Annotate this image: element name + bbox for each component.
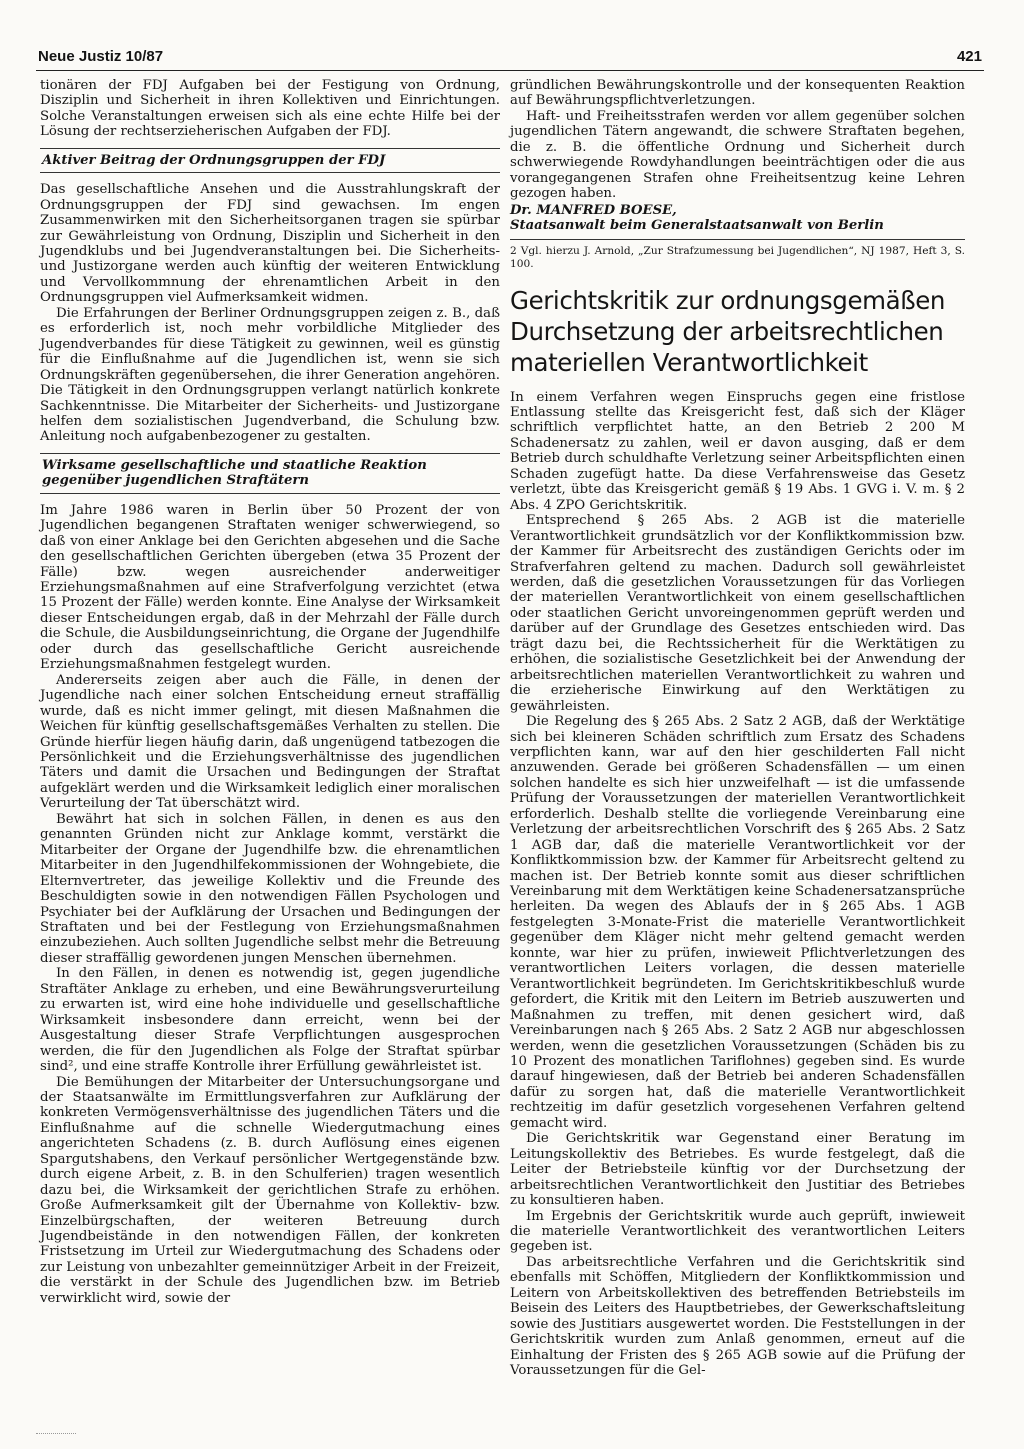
paragraph: Die Regelung des § 265 Abs. 2 Satz 2 AGB, daß der Werktätige sich bei kleineren Schäden schriftlich zum Ersatz des Schadens verpflichten kann, war auf den hier geschilderten Fall nicht anzuwenden. Gerade bei größeren Schadensfällen — um einen solchen handelte es sich hier unzweifelhaft — ist die umfassende Prüfung der Voraussetzungen der materiellen Verantwortlichkeit erforderlich. Deshalb stellte die vorliegende Vereinbarung eine Verletzung der arbeitsrechtlichen Vorschrift des § 265 Abs. 2 Satz 1 AGB dar, daß die materielle Verantwortlichkeit vor der Konfliktkommission bzw. der Kammer für Arbeitsrecht geltend zu machen ist. Der Betrieb konnte somit aus dieser schriftlichen Vereinbarung mit dem Werktätigen keine Schadenersatzansprüche herleiten. Da wegen des Ablaufs der in § 265 Abs. 1 AGB festgelegten 3-Monate-Frist die materielle Verantwortlichkeit gegenüber dem Kläger nicht mehr geltend gemacht werden konnte, war hier zu prüfen, inwieweit Pflichtverletzungen des verantwortlichen Leiters vorlagen, die dessen materielle Verantwortlichkeit begründeten. Im Gerichtskritikbeschluß wurde gefordert, die Kritik mit den Leitern im Betrieb auszuwerten und Maßnahmen zu treffen, mit denen gesichert wird, daß Vereinbarungen nach § 265 Abs. 2 Satz 2 AGB nur abgeschlossen werden, wenn die gesetzlichen Voraussetzungen (Schäden bis zu 10 Prozent des monatlichen Tariflohnes) gegeben sind. Es wurde darauf hingewiesen, daß der Betrieb bei anderen Schadensfällen dafür zu sorgen hat, daß die materielle Verantwortlichkeit rechtzeitig im dafür gesetzlich vorgesehenen Verfahren geltend gemacht wird. <box>510 714 965 1131</box>
paragraph: In den Fällen, in denen es notwendig ist, gegen jugendliche Straftäter Anklage zu erheben, und eine Bewährungsverurteilung zu erwarten ist, wird eine hohe individuelle und gesellschaftliche Wirksamkeit insbesondere dann erreicht, wenn bei der Ausgestaltung dieser Strafe Verpflichtungen ausgesprochen werden, die für den Jugendlichen als Folge der Straftat spürbar sind², und eine straffe Kontrolle ihrer Erfüllung gewährleistet ist. <box>40 966 500 1075</box>
paragraph: Im Ergebnis der Gerichtskritik wurde auch geprüft, inwieweit die materielle Verantwortlichkeit des verantwortlichen Leiters gegeben ist. <box>510 1208 965 1255</box>
paragraph: Die Erfahrungen der Berliner Ordnungsgruppen zeigen z. B., daß es erforderlich ist, noch mehr vorbildliche Mitglieder des Jugendverbandes für diese Tätigkeit zu gewinnen, weil es günstig für die Einflußnahme auf die Jugendlichen ist, wenn sie sich Ordnungskräften gegenübersehen, die ihrer Generation angehören. Die Tätigkeit in den Ordnungsgruppen verlangt natürlich konkrete Sachkenntnisse. Die Mitarbeiter der Sicherheits- und Justizorgane helfen dem sozialistischen Jugendverband, die Schulung bzw. Anleitung noch aufgabenbezogener zu gestalten. <box>40 305 500 445</box>
page-edge-mark <box>36 1430 76 1434</box>
paragraph: Das gesellschaftliche Ansehen und die Ausstrahlungskraft der Ordnungsgruppen der FDJ sind gewachsen. Im engen Zusammenwirken mit den Sicherheitsorganen tragen sie spürbar zur Gewährleistung von Ordnung, Disziplin und Sicherheit in den Jugendklubs und bei Jugendveranstaltungen bei. Die Sicherheits- und Justizorgane werden auch künftig der weiteren Entwicklung und Vervollkommnung der ehrenamtlichen Arbeit in den Ordnungsgruppen viel Aufmerksamkeit widmen. <box>40 182 500 306</box>
section-heading: Aktiver Beitrag der Ordnungsgruppen der FDJ <box>40 148 500 173</box>
author-name: Dr. MANFRED BOESE, <box>510 202 677 218</box>
paragraph: Entsprechend § 265 Abs. 2 AGB ist die materielle Verantwortlichkeit grundsätzlich vor der Konfliktkommission bzw. der Kammer für Arbeitsrecht des zuständigen Gerichts oder im Strafverfahren geltend zu machen. Dadurch soll gewährleistet werden, daß die gesetzlichen Voraussetzungen für das Vorliegen der materiellen Verantwortlichkeit von einem gesellschaftlichen oder staatlichen Gericht unvoreingenommen geprüft werden und darüber auf der Grundlage des Gesetzes entschieden wird. Das trägt dazu bei, die Rechtssicherheit für die Werktätigen zu erhöhen, die sozialistische Gesetzlichkeit bei der Anwendung der arbeitsrechtlichen materiellen Verantwortlichkeit zu wahren und die erzieherische Einwirkung auf den Werktätigen zu gewährleisten. <box>510 513 965 714</box>
page-number: 421 <box>956 48 982 65</box>
paragraph: gründlichen Bewährungskontrolle und der konsequenten Reaktion auf Bewährungspflichtverletzungen. <box>510 78 965 109</box>
paragraph: tionären der FDJ Aufgaben bei der Festigung von Ordnung, Disziplin und Sicherheit in ihren Kollektiven und Einrichtungen. Solche Veranstaltungen erweisen sich als eine echte Hilfe bei der Lösung der rechtserzieherischen Aufgaben der FDJ. <box>40 78 500 140</box>
paragraph: Das arbeitsrechtliche Verfahren und die Gerichtskritik sind ebenfalls mit Schöffen, Mitgliedern der Konfliktkommission und Leitern von Arbeitskollektiven des betreffenden Betriebsteils im Beisein des Leiters des Hauptbetriebes, der Gewerkschaftsleitung sowie des Justitiars ausgewertet worden. Die Feststellungen in der Gerichtskritik wurden zum Anlaß genommen, erneut auf die Einhaltung der Fristen des § 265 AGB sowie auf die Prüfung der Voraussetzungen für die Gel- <box>510 1254 965 1379</box>
footnote: 2 Vgl. hierzu J. Arnold, „Zur Strafzumessung bei Jugendlichen“, NJ 1987, Heft 3, S. 100. <box>510 244 965 270</box>
paragraph: Im Jahre 1986 waren in Berlin über 50 Prozent der von Jugendlichen begangenen Straftaten weniger schwerwiegend, so daß von einer Anklage bei den Gerichten abgesehen und die Sache den gesellschaftlichen Gerichten übergeben (etwa 35 Prozent der Fälle) bzw. wegen ausreichender anderweitiger Erziehungsmaßnahmen auf eine Strafverfolgung verzichtet (etwa 15 Prozent der Fälle) werden konnte. Eine Analyse der Wirksamkeit dieser Entscheidungen ergab, daß in der Mehrzahl der Fälle durch die Schule, die Ausbildungseinrichtung, die Organe der Jugendhilfe oder durch das gesellschaftliche Gericht ausreichende Erziehungsmaßnahmen festgelegt wurden. <box>40 502 500 673</box>
journal-issue: Neue Justiz 10/87 <box>38 48 164 65</box>
author-title: Staatsanwalt beim Generalstaatsanwalt von Berlin <box>510 218 965 239</box>
paragraph: Haft- und Freiheitsstrafen werden vor allem gegenüber solchen jugendlichen Tätern angewandt, die schwere Straftaten begehen, die z. B. die öffentliche Ordnung und Sicherheit durch schwerwiegende Rowdyhandlungen beeinträchtigen oder die aus vorangegangenen Strafen ohne Freiheitsentzug keine Lehren gezogen haben. <box>510 108 965 202</box>
right-column <box>510 78 965 1379</box>
paragraph: Die Bemühungen der Mitarbeiter der Untersuchungsorgane und der Staatsanwälte im Ermittlungsverfahren zur Aufklärung der konkreten Vermögensverhältnisse des jugendlichen Täters und die Einflußnahme auf die schnelle Wiedergutmachung eines angerichteten Schadens (z. B. durch Auflösung eines eigenen Spargutshabens, den Verkauf persönlicher Wertgegenstände bzw. durch eigene Arbeit, z. B. in den Schulferien) tragen wesentlich dazu bei, die Wirksamkeit der gerichtlichen Strafe zu erhöhen. Große Aufmerksamkeit gilt der Übernahme von Kollektiv- bzw. Einzelbürgschaften, der weiteren Betreuung durch Jugendbeistände in den notwendigen Fällen, der konkreten Fristsetzung im Urteil zur Wiedergutmachung des Schadens oder zur Leistung von unbezahlter gemeinnütziger Arbeit in der Freizeit, die verstärkt in der Schule des Jugendlichen bzw. im Betrieb verwirklicht wird, sowie der <box>40 1074 500 1306</box>
paragraph: Andererseits zeigen aber auch die Fälle, in denen der Jugendliche nach einer solchen Entscheidung erneut straffällig wurde, daß es nicht immer gelingt, mit diesen Maßnahmen die Weichen für künftig gesellschaftsgemäßes Verhalten zu stellen. Die Gründe hierfür liegen häufig darin, daß ungenügend tatbezogen die Persönlichkeit und die Erziehungsverhältnisse des jugendlichen Täters und damit die Ursachen und Bedingungen der Straftat aufgeklärt werden und die Wirksamkeit lediglich einer moralischen Verurteilung der Tat überschätzt wird. <box>40 672 500 812</box>
paragraph: In einem Verfahren wegen Einspruchs gegen eine fristlose Entlassung stellte das Kreisgericht fest, daß sich der Kläger schriftlich verpflichtet hatte, an den Betrieb 2 200 M Schadenersatz zu zahlen, weil er davon ausging, daß er dem Betrieb durch schuldhafte Verletzung seiner Arbeitspflichten einen Schaden zugefügt hatte. Da diese Verfahrensweise das Gesetz verletzt, übte das Kreisgericht gemäß § 19 Abs. 1 GVG i. V. m. § 2 Abs. 4 ZPO Gerichtskritik. <box>510 389 965 513</box>
section-heading: Wirksame gesellschaftliche und staatliche Reaktion gegenüber jugendlichen Straftätern <box>40 453 500 494</box>
page-header <box>36 44 984 71</box>
paragraph: Die Gerichtskritik war Gegenstand einer Beratung im Leitungskollektiv des Betriebes. Es wurde festgelegt, daß die Leiter der Betriebsteile künftig vor der Durchsetzung der arbeitsrechtlichen Verantwortlichkeit den Justitiar des Betriebes zu konsultieren haben. <box>510 1131 965 1209</box>
paragraph: Bewährt hat sich in solchen Fällen, in denen es aus den genannten Gründen nicht zur Anklage kommt, verstärkt die Mitarbeiter der Organe der Jugendhilfe bzw. die ehrenamtlichen Mitarbeiter in den Jugendhilfekommissionen der Wohngebiete, die Elternvertreter, das jeweilige Kollektiv und die Freunde des Beschuldigten sowie in den notwendigen Fällen Psychologen und Psychiater bei der Aufklärung der Ursachen und Bedingungen der Straftaten und bei der Festlegung von Erziehungsmaßnahmen einzubeziehen. Auch sollten Jugendliche selbst mehr die Betreuung dieser straffällig gewordenen jungen Menschen übernehmen. <box>40 811 500 966</box>
article-title: Gerichtskritik zur ordnungsgemäßen Durchsetzung der arbeitsrechtlichen materiellen Verantwortlichkeit <box>510 285 946 377</box>
left-column <box>40 78 500 1306</box>
